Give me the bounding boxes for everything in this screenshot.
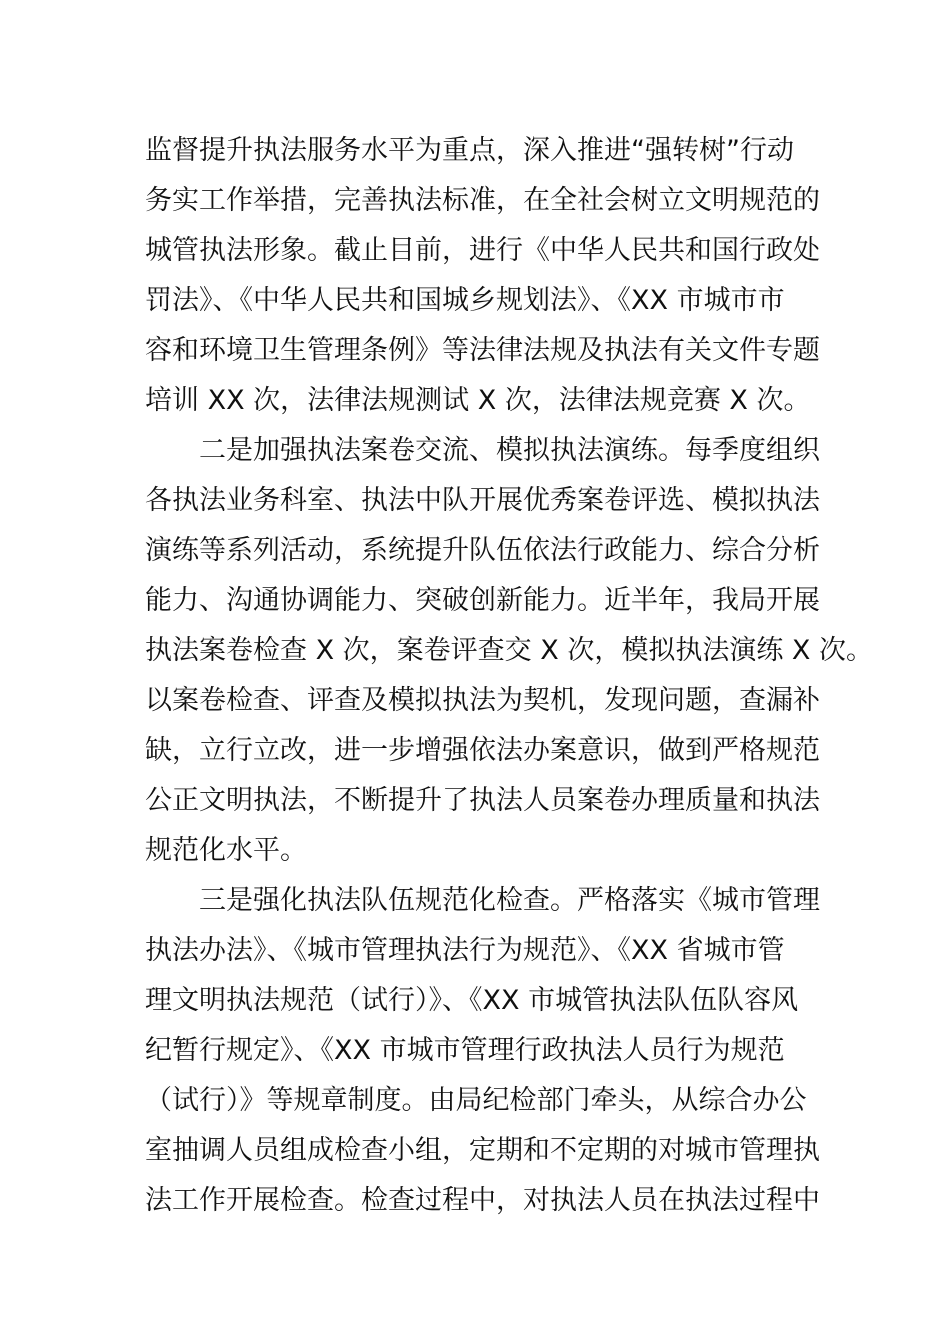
text-line: 公正文明执法，不断提升了执法人员案卷办理质量和执法 [145,785,820,816]
text-line: 演练等系列活动，系统提升队伍依法行政能力、综合分析 [145,535,820,566]
text-line: 容和环境卫生管理条例》等法律法规及执法有关文件专题 [145,335,820,366]
paragraph-start-line: 三是强化执法队伍规范化检查。严格落实《城市管理 [199,885,820,916]
text-line: 培训 XX 次，法律法规测试 X 次，法律法规竞赛 X 次。 [145,385,811,416]
text-line: 缺，立行立改，进一步增强依法办案意识，做到严格规范 [145,735,820,766]
text-line: 各执法业务科室、执法中队开展优秀案卷评选、模拟执法 [145,485,820,516]
text-line: 城管执法形象。截止目前，进行《中华人民共和国行政处 [145,235,820,266]
text-line: 以案卷检查、评查及模拟执法为契机，发现问题，查漏补 [145,685,820,716]
text-line: 罚法》、《中华人民共和国城乡规划法》、《XX 市城市市 [145,285,785,316]
text-line: 纪暂行规定》、《XX 市城市管理行政执法人员行为规范 [145,1035,785,1066]
text-line: 法工作开展检查。检查过程中，对执法人员在执法过程中 [145,1185,820,1216]
text-line: 监督提升执法服务水平为重点，深入推进“强转树”行动 [145,135,794,166]
text-line: 规范化水平。 [145,835,307,866]
text-line: 能力、沟通协调能力、突破创新能力。近半年，我局开展 [145,585,820,616]
text-line: （试行）》等规章制度。由局纪检部门牵头，从综合办公 [145,1085,807,1116]
text-line: 理文明执法规范（试行）》、《XX 市城管执法队伍队容风 [145,985,799,1016]
text-line: 室抽调人员组成检查小组，定期和不定期的对城市管理执 [145,1135,820,1166]
text-line: 执法办法》、《城市管理执法行为规范》、《XX 省城市管 [145,935,785,966]
document-body [145,126,873,1226]
text-line: 务实工作举措，完善执法标准，在全社会树立文明规范的 [145,185,820,216]
paragraph-start-line: 二是加强执法案卷交流、模拟执法演练。每季度组织 [199,435,820,466]
text-line: 执法案卷检查 X 次，案卷评查交 X 次，模拟执法演练 X 次。 [145,635,873,666]
